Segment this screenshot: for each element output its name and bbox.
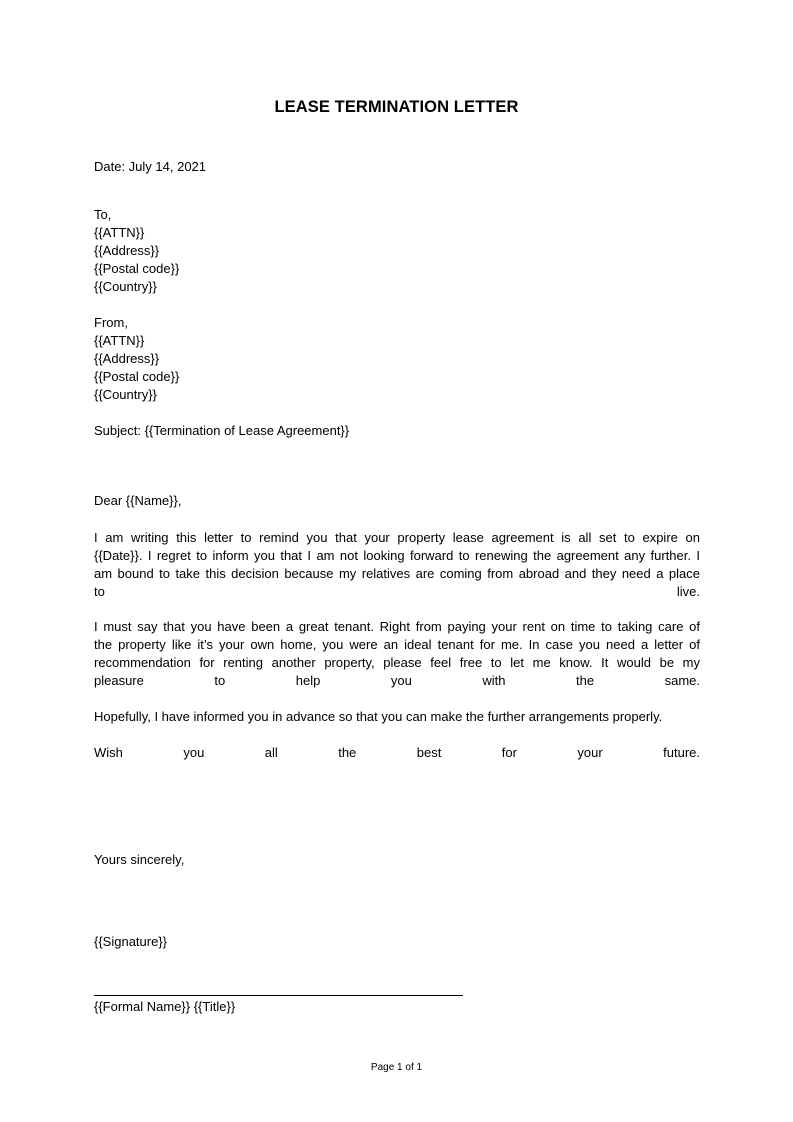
from-label: From, <box>94 315 128 330</box>
to-address: {{Address}} <box>94 243 160 258</box>
salutation: Dear {{Name}}, <box>94 493 182 508</box>
paragraph-reminder <box>94 529 700 601</box>
paragraph-line: recommendation for renting another property, please feel free to let me know. It would be my <box>94 655 700 670</box>
paragraph-line: {{Date}}. I regret to inform you that I am not looking forward to renewing the agreement any further. I <box>94 548 700 563</box>
closing: Yours sincerely, <box>94 852 185 867</box>
formal-name-title: {{Formal Name}} {{Title}} <box>94 999 236 1014</box>
paragraph-advance-notice <box>94 708 700 726</box>
date-line: Date: July 14, 2021 <box>94 159 207 174</box>
paragraph-line: Wish you all the best for your future. <box>94 745 700 760</box>
from-country: {{Country}} <box>94 387 157 402</box>
paragraph-line: I must say that you have been a great tenant. Right from paying your rent on time to taking care of <box>94 619 700 634</box>
signature-placeholder: {{Signature}} <box>94 934 168 949</box>
paragraph-line: pleasure to help you with the same. <box>94 673 700 688</box>
paragraph-line: the property like it’s your own home, you were an ideal tenant for me. In case you need a letter of <box>94 637 700 652</box>
paragraph-tenant-praise <box>94 618 700 690</box>
subject-line: Subject: {{Termination of Lease Agreement}} <box>94 423 350 438</box>
to-country: {{Country}} <box>94 279 157 294</box>
to-postal-code: {{Postal code}} <box>94 261 180 276</box>
paragraph-line: Hopefully, I have informed you in advance so that you can make the further arrangements properly. <box>94 709 663 724</box>
document-title: LEASE TERMINATION LETTER <box>274 98 519 116</box>
from-address: {{Address}} <box>94 351 160 366</box>
page-number: Page 1 of 1 <box>370 1062 423 1073</box>
to-label: To, <box>94 207 112 222</box>
from-postal-code: {{Postal code}} <box>94 369 180 384</box>
to-attn: {{ATTN}} <box>94 225 145 240</box>
paragraph-line: to live. <box>94 584 700 599</box>
paragraph-well-wishes <box>94 744 700 762</box>
from-attn: {{ATTN}} <box>94 333 145 348</box>
signature-line <box>94 995 463 996</box>
paragraph-line: I am writing this letter to remind you that your property lease agreement is all set to expire on <box>94 530 700 545</box>
paragraph-line: am bound to take this decision because my relatives are coming from abroad and they need a place <box>94 566 700 581</box>
